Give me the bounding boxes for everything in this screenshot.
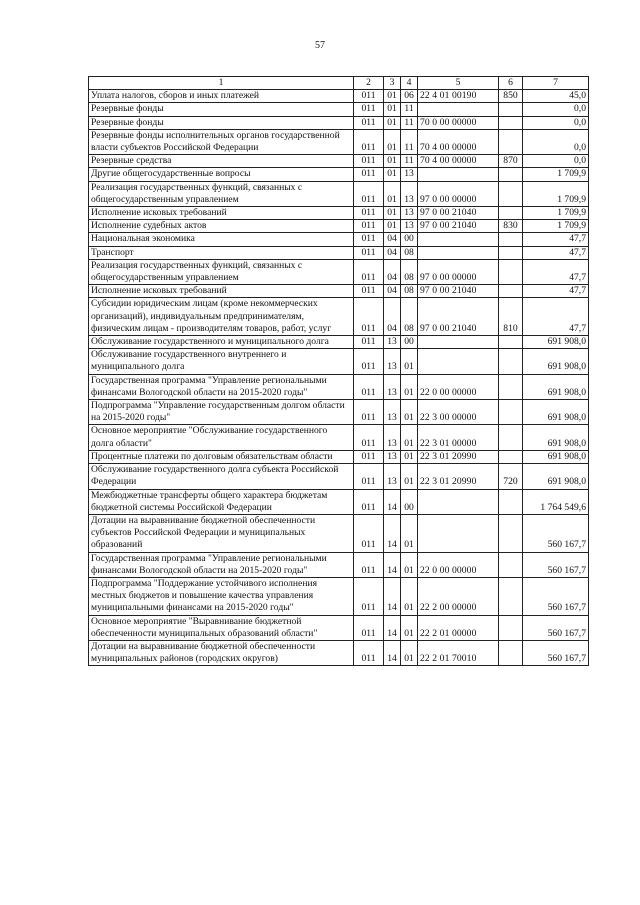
row-ved-cell: 011	[354, 552, 384, 577]
row-csr-cell: 70 4 00 00000	[418, 129, 499, 154]
row-vr-cell	[499, 285, 523, 298]
row-csr-cell: 97 0 00 00000	[418, 181, 499, 206]
row-sum-cell: 47,7	[523, 298, 589, 336]
row-ved-cell: 011	[354, 155, 384, 168]
row-sum-cell: 691 908,0	[523, 464, 589, 489]
row-ved-cell: 011	[354, 349, 384, 374]
row-name-cell: Государственная программа "Управление региональными финансами Вологодской области на 2015-2020 годы"	[89, 374, 354, 399]
table-row	[89, 207, 589, 220]
row-pr-cell: 01	[401, 640, 418, 665]
row-pr-cell: 08	[401, 246, 418, 259]
row-csr-cell: 22 3 01 20990	[418, 450, 499, 463]
row-pr-cell: 08	[401, 298, 418, 336]
row-csr-cell: 22 2 01 70010	[418, 640, 499, 665]
table-row	[89, 336, 589, 349]
row-sum-cell: 0,0	[523, 129, 589, 154]
row-name-cell: Исполнение исковых требований	[89, 207, 354, 220]
row-sum-cell: 0,0	[523, 155, 589, 168]
row-pr-cell: 08	[401, 259, 418, 284]
row-pr-cell: 13	[401, 220, 418, 233]
row-vr-cell	[499, 400, 523, 425]
row-name-cell: Дотации на выравнивание бюджетной обеспеченности муниципальных районов (городских округов)	[89, 640, 354, 665]
row-csr-cell	[418, 233, 499, 246]
row-name-cell: Подпрограмма "Управление государственным долгом области на 2015-2020 годы"	[89, 400, 354, 425]
table-row	[89, 90, 589, 103]
row-vr-cell	[499, 259, 523, 284]
row-vr-cell	[499, 207, 523, 220]
row-name-cell: Реализация государственных функций, связанных с общегосударственным управлением	[89, 181, 354, 206]
table-row	[89, 349, 589, 374]
row-ved-cell: 011	[354, 336, 384, 349]
row-sum-cell: 47,7	[523, 259, 589, 284]
row-rz-cell: 01	[384, 155, 401, 168]
row-rz-cell: 04	[384, 285, 401, 298]
row-ved-cell: 011	[354, 450, 384, 463]
page-number: 57	[315, 40, 325, 51]
row-vr-cell	[499, 450, 523, 463]
row-name-cell: Процентные платежи по долговым обязательствам области	[89, 450, 354, 463]
row-csr-cell: 70 0 00 00000	[418, 116, 499, 129]
row-vr-cell	[499, 349, 523, 374]
row-ved-cell: 011	[354, 400, 384, 425]
row-rz-cell: 14	[384, 615, 401, 640]
row-rz-cell: 13	[384, 336, 401, 349]
row-vr-cell	[499, 246, 523, 259]
row-vr-cell	[499, 181, 523, 206]
row-name-cell: Национальная экономика	[89, 233, 354, 246]
budget-table	[88, 76, 589, 666]
table-row	[89, 285, 589, 298]
row-ved-cell: 011	[354, 233, 384, 246]
header-cell-sum: 7	[523, 77, 589, 90]
row-rz-cell: 01	[384, 207, 401, 220]
row-ved-cell: 011	[354, 285, 384, 298]
row-sum-cell: 47,7	[523, 246, 589, 259]
row-ved-cell: 011	[354, 298, 384, 336]
row-name-cell: Другие общегосударственные вопросы	[89, 168, 354, 181]
row-vr-cell	[499, 489, 523, 514]
row-vr-cell	[499, 615, 523, 640]
row-csr-cell: 97 0 00 21040	[418, 220, 499, 233]
row-ved-cell: 011	[354, 116, 384, 129]
table-row	[89, 259, 589, 284]
row-sum-cell: 560 167,7	[523, 577, 589, 615]
row-vr-cell	[499, 374, 523, 399]
row-name-cell: Исполнение исковых требований	[89, 285, 354, 298]
row-name-cell: Обслуживание государственного и муниципального долга	[89, 336, 354, 349]
row-vr-cell: 850	[499, 90, 523, 103]
table-row	[89, 615, 589, 640]
row-pr-cell: 13	[401, 207, 418, 220]
row-ved-cell: 011	[354, 168, 384, 181]
row-rz-cell: 14	[384, 489, 401, 514]
row-sum-cell: 1 764 549,6	[523, 489, 589, 514]
row-csr-cell: 22 3 00 00000	[418, 400, 499, 425]
row-pr-cell: 01	[401, 552, 418, 577]
row-rz-cell: 04	[384, 298, 401, 336]
row-pr-cell: 11	[401, 103, 418, 116]
row-rz-cell: 14	[384, 577, 401, 615]
table-row	[89, 298, 589, 336]
row-rz-cell: 13	[384, 464, 401, 489]
row-csr-cell	[418, 103, 499, 116]
row-csr-cell	[418, 349, 499, 374]
header-cell-name: 1	[89, 77, 354, 90]
table-row	[89, 168, 589, 181]
row-name-cell: Межбюджетные трансферты общего характера бюджетам бюджетной системы Российской Федерации	[89, 489, 354, 514]
row-pr-cell: 01	[401, 400, 418, 425]
row-pr-cell: 06	[401, 90, 418, 103]
table-row	[89, 103, 589, 116]
row-pr-cell: 01	[401, 425, 418, 450]
row-csr-cell: 22 0 00 00000	[418, 374, 499, 399]
row-rz-cell: 13	[384, 400, 401, 425]
row-ved-cell: 011	[354, 103, 384, 116]
row-vr-cell	[499, 552, 523, 577]
row-name-cell: Обслуживание государственного внутреннего и муниципального долга	[89, 349, 354, 374]
row-sum-cell: 1 709,9	[523, 220, 589, 233]
table-row	[89, 220, 589, 233]
row-rz-cell: 04	[384, 233, 401, 246]
row-csr-cell: 70 4 00 00000	[418, 155, 499, 168]
row-vr-cell	[499, 514, 523, 552]
row-csr-cell: 22 3 01 00000	[418, 425, 499, 450]
row-csr-cell: 22 2 00 00000	[418, 577, 499, 615]
budget-table-body	[89, 77, 589, 666]
row-pr-cell: 00	[401, 489, 418, 514]
row-ved-cell: 011	[354, 374, 384, 399]
row-rz-cell: 13	[384, 374, 401, 399]
header-cell-ved: 2	[354, 77, 384, 90]
table-row	[89, 577, 589, 615]
row-pr-cell: 00	[401, 233, 418, 246]
row-csr-cell	[418, 514, 499, 552]
row-csr-cell: 97 0 00 21040	[418, 298, 499, 336]
row-ved-cell: 011	[354, 129, 384, 154]
row-ved-cell: 011	[354, 514, 384, 552]
table-row	[89, 233, 589, 246]
table-row	[89, 450, 589, 463]
row-vr-cell	[499, 129, 523, 154]
row-name-cell: Государственная программа "Управление региональными финансами Вологодской области на 2015-2020 годы"	[89, 552, 354, 577]
row-sum-cell: 0,0	[523, 116, 589, 129]
row-csr-cell: 22 3 01 20990	[418, 464, 499, 489]
row-sum-cell: 691 908,0	[523, 336, 589, 349]
table-header-row	[89, 77, 589, 90]
row-name-cell: Реализация государственных функций, связанных с общегосударственным управлением	[89, 259, 354, 284]
row-rz-cell: 01	[384, 116, 401, 129]
row-vr-cell: 810	[499, 298, 523, 336]
row-name-cell: Резервные фонды исполнительных органов государственной власти субъектов Российской Федерации	[89, 129, 354, 154]
table-row	[89, 514, 589, 552]
row-vr-cell	[499, 425, 523, 450]
row-name-cell: Основное мероприятие "Обслуживание государственного долга области"	[89, 425, 354, 450]
row-name-cell: Резервные фонды	[89, 103, 354, 116]
table-row	[89, 116, 589, 129]
row-sum-cell: 0,0	[523, 103, 589, 116]
row-name-cell: Уплата налогов, сборов и иных платежей	[89, 90, 354, 103]
row-sum-cell: 691 908,0	[523, 450, 589, 463]
row-csr-cell	[418, 246, 499, 259]
row-sum-cell: 691 908,0	[523, 374, 589, 399]
row-sum-cell: 560 167,7	[523, 514, 589, 552]
row-ved-cell: 011	[354, 259, 384, 284]
row-sum-cell: 1 709,9	[523, 181, 589, 206]
row-name-cell: Резервные фонды	[89, 116, 354, 129]
row-name-cell: Резервные средства	[89, 155, 354, 168]
row-vr-cell	[499, 233, 523, 246]
row-csr-cell: 97 0 00 21040	[418, 285, 499, 298]
row-pr-cell: 01	[401, 615, 418, 640]
row-vr-cell: 870	[499, 155, 523, 168]
row-sum-cell: 691 908,0	[523, 400, 589, 425]
row-ved-cell: 011	[354, 577, 384, 615]
row-name-cell: Транспорт	[89, 246, 354, 259]
row-csr-cell	[418, 489, 499, 514]
table-row	[89, 489, 589, 514]
row-rz-cell: 01	[384, 168, 401, 181]
row-ved-cell: 011	[354, 220, 384, 233]
row-rz-cell: 01	[384, 220, 401, 233]
row-rz-cell: 01	[384, 129, 401, 154]
row-rz-cell: 01	[384, 181, 401, 206]
row-rz-cell: 13	[384, 425, 401, 450]
row-sum-cell: 691 908,0	[523, 349, 589, 374]
row-name-cell: Субсидии юридическим лицам (кроме некоммерческих организаций), индивидуальным предпринимателям, физическим лицам - производителям товаров, работ, услуг	[89, 298, 354, 336]
table-row	[89, 246, 589, 259]
table-row	[89, 374, 589, 399]
header-cell-rz: 3	[384, 77, 401, 90]
row-vr-cell	[499, 116, 523, 129]
row-csr-cell: 97 0 00 00000	[418, 259, 499, 284]
row-ved-cell: 011	[354, 207, 384, 220]
row-ved-cell: 011	[354, 425, 384, 450]
row-ved-cell: 011	[354, 181, 384, 206]
row-sum-cell: 47,7	[523, 285, 589, 298]
row-vr-cell: 830	[499, 220, 523, 233]
row-rz-cell: 01	[384, 103, 401, 116]
row-sum-cell: 45,0	[523, 90, 589, 103]
row-pr-cell: 11	[401, 129, 418, 154]
row-csr-cell: 22 2 01 00000	[418, 615, 499, 640]
row-rz-cell: 14	[384, 514, 401, 552]
row-pr-cell: 11	[401, 155, 418, 168]
row-vr-cell	[499, 577, 523, 615]
row-csr-cell: 97 0 00 21040	[418, 207, 499, 220]
row-pr-cell: 00	[401, 336, 418, 349]
row-sum-cell: 560 167,7	[523, 615, 589, 640]
row-name-cell: Исполнение судебных актов	[89, 220, 354, 233]
row-vr-cell	[499, 103, 523, 116]
row-pr-cell: 13	[401, 168, 418, 181]
table-row	[89, 425, 589, 450]
row-vr-cell: 720	[499, 464, 523, 489]
row-pr-cell: 11	[401, 116, 418, 129]
table-row	[89, 464, 589, 489]
table-row	[89, 640, 589, 665]
row-rz-cell: 01	[384, 90, 401, 103]
row-name-cell: Обслуживание государственного долга субъекта Российской Федерации	[89, 464, 354, 489]
header-cell-vr: 6	[499, 77, 523, 90]
row-rz-cell: 04	[384, 259, 401, 284]
row-sum-cell: 560 167,7	[523, 552, 589, 577]
row-name-cell: Дотации на выравнивание бюджетной обеспеченности субъектов Российской Федерации и муниципальных образований	[89, 514, 354, 552]
row-vr-cell	[499, 640, 523, 665]
table-row	[89, 155, 589, 168]
row-pr-cell: 08	[401, 285, 418, 298]
row-sum-cell: 560 167,7	[523, 640, 589, 665]
row-csr-cell	[418, 168, 499, 181]
row-pr-cell: 01	[401, 464, 418, 489]
row-pr-cell: 01	[401, 450, 418, 463]
row-sum-cell: 691 908,0	[523, 425, 589, 450]
table-row	[89, 181, 589, 206]
row-sum-cell: 1 709,9	[523, 207, 589, 220]
table-row	[89, 552, 589, 577]
row-ved-cell: 011	[354, 246, 384, 259]
row-csr-cell: 22 4 01 00190	[418, 90, 499, 103]
row-ved-cell: 011	[354, 90, 384, 103]
table-row	[89, 129, 589, 154]
row-ved-cell: 011	[354, 640, 384, 665]
row-pr-cell: 01	[401, 349, 418, 374]
row-name-cell: Основное мероприятие "Выравнивание бюджетной обеспеченности муниципальных образований области"	[89, 615, 354, 640]
row-rz-cell: 04	[384, 246, 401, 259]
row-rz-cell: 14	[384, 552, 401, 577]
row-rz-cell: 14	[384, 640, 401, 665]
row-sum-cell: 47,7	[523, 233, 589, 246]
row-csr-cell	[418, 336, 499, 349]
row-rz-cell: 13	[384, 450, 401, 463]
row-csr-cell: 22 0 00 00000	[418, 552, 499, 577]
row-rz-cell: 13	[384, 349, 401, 374]
row-pr-cell: 01	[401, 374, 418, 399]
table-row	[89, 400, 589, 425]
row-vr-cell	[499, 336, 523, 349]
header-cell-pr: 4	[401, 77, 418, 90]
row-pr-cell: 01	[401, 577, 418, 615]
row-name-cell: Подпрограмма "Поддержание устойчивого исполнения местных бюджетов и повышение качества управления муниципальными финансами на 2015-2020 годы"	[89, 577, 354, 615]
row-ved-cell: 011	[354, 464, 384, 489]
row-ved-cell: 011	[354, 615, 384, 640]
row-vr-cell	[499, 168, 523, 181]
row-pr-cell: 13	[401, 181, 418, 206]
header-cell-csr: 5	[418, 77, 499, 90]
row-sum-cell: 1 709,9	[523, 168, 589, 181]
row-ved-cell: 011	[354, 489, 384, 514]
row-pr-cell: 01	[401, 514, 418, 552]
